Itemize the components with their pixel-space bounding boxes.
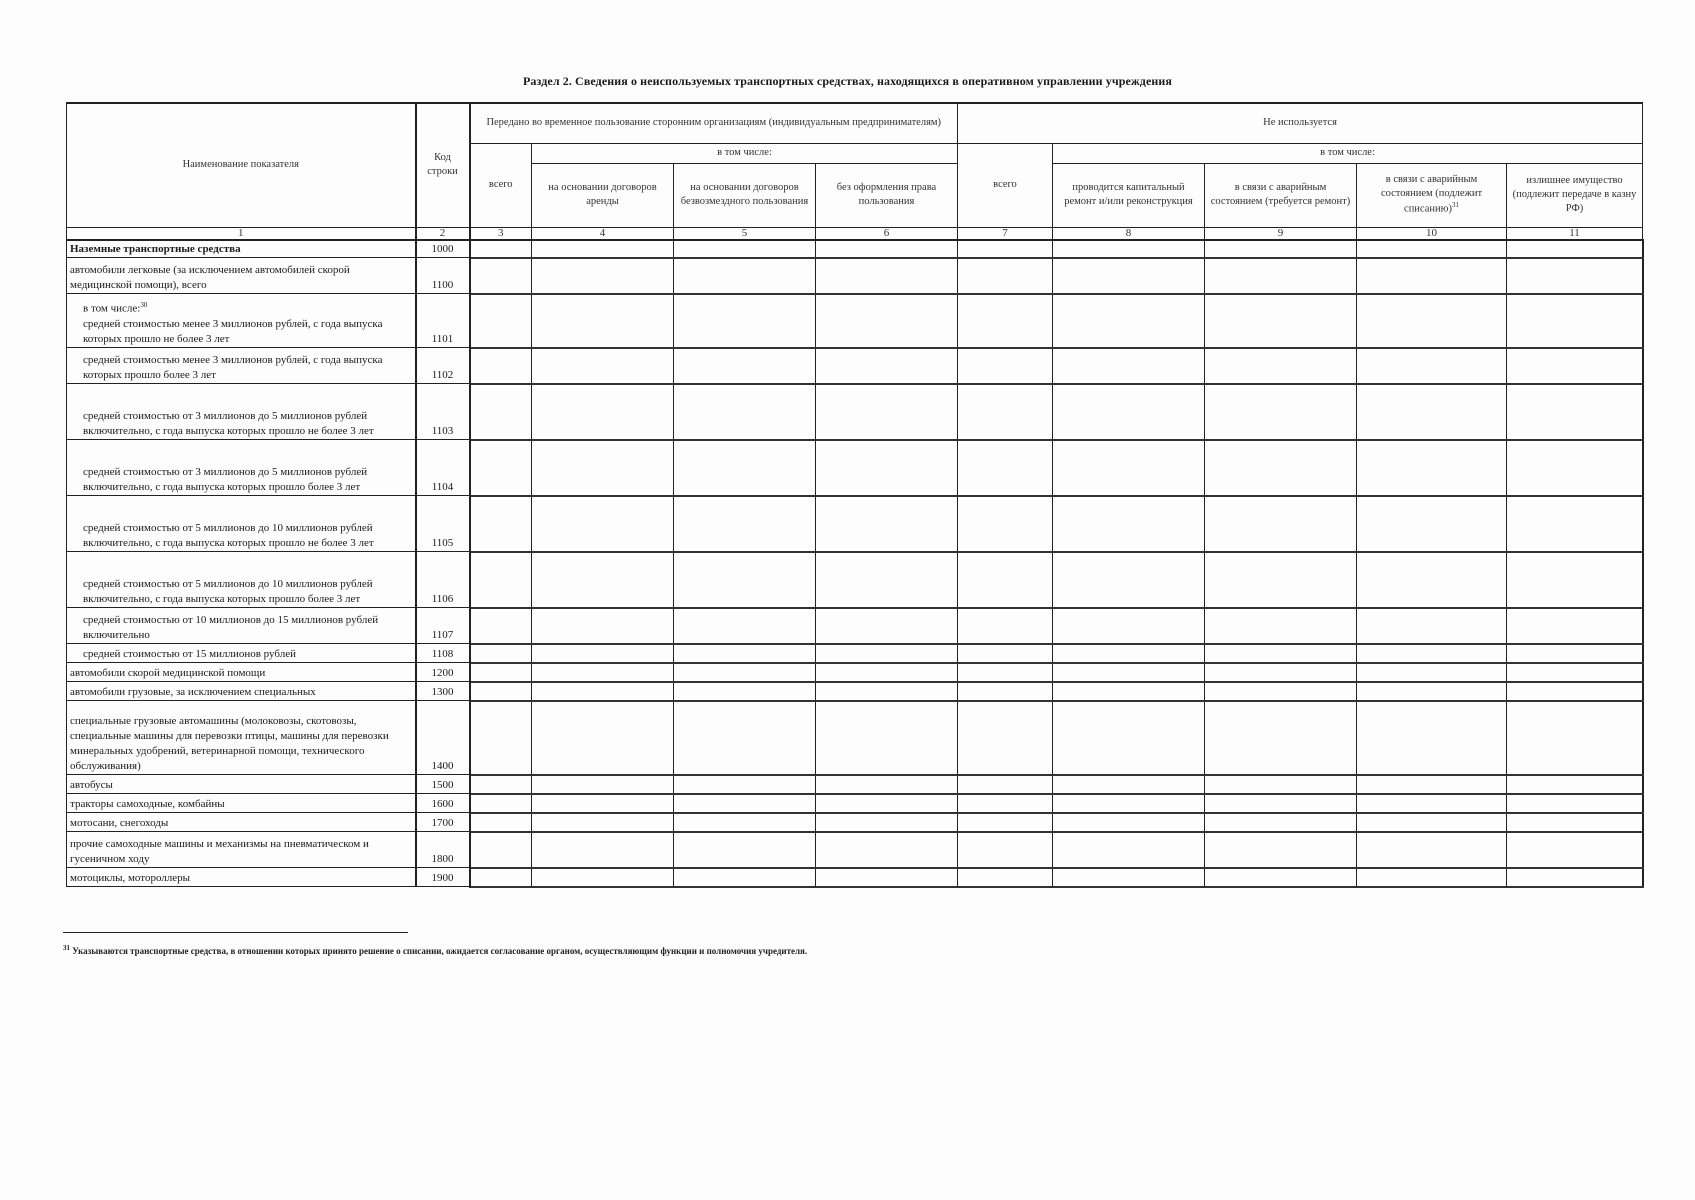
- header-unused-including: в том числе:: [1053, 143, 1643, 163]
- row-label-text: средней стоимостью менее 3 миллионов рублей, с года выпуска которых прошло более 3 лет: [83, 353, 383, 381]
- footnote-text: Указываются транспортные средства, в отношении которых принято решение о списании, ожидается согласование органом, осуществляющим функции и полномочия учредителя.: [72, 946, 808, 956]
- header-unused-group: Не используется: [958, 103, 1643, 143]
- value-cell-col-6[interactable]: [816, 384, 958, 440]
- value-cell-col-7[interactable]: [958, 258, 1053, 294]
- table-row: [67, 663, 1643, 682]
- value-cell-col-10[interactable]: [1357, 294, 1507, 348]
- value-cell-col-9[interactable]: [1205, 868, 1357, 887]
- value-cell-col-11[interactable]: [1507, 663, 1643, 682]
- row-label-text: средней стоимостью от 5 миллионов до 10 миллионов рублей включительно, с года выпуска которых прошло более 3 лет: [83, 577, 373, 605]
- row-label: [67, 663, 416, 682]
- value-cell-col-6[interactable]: [816, 552, 958, 608]
- value-cell-col-5[interactable]: [674, 294, 816, 348]
- table-row: [67, 701, 1643, 775]
- row-label-text: мотоциклы, мотороллеры: [70, 871, 191, 884]
- table-row: [67, 440, 1643, 496]
- table-row: [67, 775, 1643, 794]
- header-free-use: на основании договоров безвозмездного пользования: [674, 163, 816, 227]
- value-cell-col-11[interactable]: [1507, 644, 1643, 663]
- row-label: [67, 258, 416, 294]
- row-label: [67, 868, 416, 887]
- value-cell-col-8[interactable]: [1053, 608, 1205, 644]
- value-cell-col-4[interactable]: [532, 775, 674, 794]
- value-cell-col-11[interactable]: [1507, 832, 1643, 868]
- row-code: 1102: [416, 348, 470, 384]
- value-cell-col-5[interactable]: [674, 258, 816, 294]
- row-label: [67, 440, 416, 496]
- col-number: 3: [470, 227, 532, 240]
- value-cell-col-4[interactable]: [532, 868, 674, 887]
- value-cell-col-5[interactable]: [674, 813, 816, 832]
- value-cell-col-6[interactable]: [816, 868, 958, 887]
- value-cell-col-4[interactable]: [532, 552, 674, 608]
- value-cell-col-10[interactable]: [1357, 701, 1507, 775]
- value-cell-col-6[interactable]: [816, 240, 958, 258]
- value-cell-col-7[interactable]: [958, 644, 1053, 663]
- value-cell-col-6[interactable]: [816, 682, 958, 701]
- value-cell-col-8[interactable]: [1053, 294, 1205, 348]
- row-label-text: автомобили грузовые, за исключением специальных: [70, 685, 316, 698]
- value-cell-col-10[interactable]: [1357, 440, 1507, 496]
- value-cell-col-3[interactable]: [470, 440, 532, 496]
- col-number: 9: [1205, 227, 1357, 240]
- value-cell-col-10[interactable]: [1357, 794, 1507, 813]
- value-cell-col-8[interactable]: [1053, 348, 1205, 384]
- col-number: 8: [1053, 227, 1205, 240]
- header-emergency-writeoff-text: в связи с аварийным состоянием (подлежит списанию): [1380, 173, 1483, 215]
- row-label-text: специальные грузовые автомашины (молоковозы, скотовозы, специальные машины для перевозки птицы, машины для перевозки минеральных удобрений, ветеринарной помощи, технического обслуживания): [70, 714, 389, 772]
- row-code: 1600: [416, 794, 470, 813]
- table-row: [67, 868, 1643, 887]
- value-cell-col-8[interactable]: [1053, 240, 1205, 258]
- row-label: [67, 294, 416, 348]
- value-cell-col-9[interactable]: [1205, 813, 1357, 832]
- value-cell-col-10[interactable]: [1357, 868, 1507, 887]
- unused-vehicles-table: [66, 102, 1644, 888]
- header-no-right: без оформления права пользования: [816, 163, 958, 227]
- value-cell-col-4[interactable]: [532, 258, 674, 294]
- value-cell-col-7[interactable]: [958, 663, 1053, 682]
- value-cell-col-9[interactable]: [1205, 496, 1357, 552]
- value-cell-col-10[interactable]: [1357, 663, 1507, 682]
- value-cell-col-3[interactable]: [470, 682, 532, 701]
- value-cell-col-9[interactable]: [1205, 682, 1357, 701]
- row-code: 1500: [416, 775, 470, 794]
- col-number: 5: [674, 227, 816, 240]
- header-capital-repair: проводится капитальный ремонт и/или реконструкция: [1053, 163, 1205, 227]
- row-code: 1106: [416, 552, 470, 608]
- row-label-text: в том числе:: [83, 302, 141, 315]
- value-cell-col-7[interactable]: [958, 832, 1053, 868]
- value-cell-col-7[interactable]: [958, 794, 1053, 813]
- header-transferred-group: Передано во временное пользование сторонним организациям (индивидуальным предпринимателям): [470, 103, 958, 143]
- value-cell-col-3[interactable]: [470, 644, 532, 663]
- value-cell-col-9[interactable]: [1205, 794, 1357, 813]
- footnote-ref-31: 31: [1451, 201, 1459, 210]
- col-number: 7: [958, 227, 1053, 240]
- row-label: [67, 701, 416, 775]
- value-cell-col-9[interactable]: [1205, 384, 1357, 440]
- value-cell-col-8[interactable]: [1053, 775, 1205, 794]
- value-cell-col-6[interactable]: [816, 496, 958, 552]
- value-cell-col-3[interactable]: [470, 384, 532, 440]
- row-code: 1800: [416, 832, 470, 868]
- value-cell-col-10[interactable]: [1357, 384, 1507, 440]
- row-label-text: прочие самоходные машины и механизмы на пневматическом и гусеничном ходу: [70, 837, 369, 865]
- value-cell-col-4[interactable]: [532, 794, 674, 813]
- table-row: [67, 240, 1643, 258]
- value-cell-col-4[interactable]: [532, 496, 674, 552]
- value-cell-col-7[interactable]: [958, 348, 1053, 384]
- footnote-ref-30: 30: [140, 301, 148, 310]
- value-cell-col-5[interactable]: [674, 496, 816, 552]
- value-cell-col-7[interactable]: [958, 682, 1053, 701]
- value-cell-col-5[interactable]: [674, 701, 816, 775]
- row-code: 1200: [416, 663, 470, 682]
- value-cell-col-9[interactable]: [1205, 644, 1357, 663]
- value-cell-col-8[interactable]: [1053, 440, 1205, 496]
- row-label-text: автомобили легковые (за исключением автомобилей скорой медицинской помощи), всего: [70, 263, 350, 291]
- value-cell-col-6[interactable]: [816, 775, 958, 794]
- value-cell-col-5[interactable]: [674, 682, 816, 701]
- value-cell-col-9[interactable]: [1205, 663, 1357, 682]
- value-cell-col-7[interactable]: [958, 440, 1053, 496]
- value-cell-col-8[interactable]: [1053, 794, 1205, 813]
- table-row: [67, 644, 1643, 663]
- value-cell-col-8[interactable]: [1053, 868, 1205, 887]
- value-cell-col-10[interactable]: [1357, 813, 1507, 832]
- table-row: [67, 813, 1643, 832]
- col-number: 2: [416, 227, 470, 240]
- value-cell-col-8[interactable]: [1053, 384, 1205, 440]
- value-cell-col-3[interactable]: [470, 496, 532, 552]
- value-cell-col-4[interactable]: [532, 348, 674, 384]
- header-row-code: Код строки: [416, 103, 470, 227]
- value-cell-col-10[interactable]: [1357, 240, 1507, 258]
- value-cell-col-8[interactable]: [1053, 813, 1205, 832]
- value-cell-col-10[interactable]: [1357, 832, 1507, 868]
- value-cell-col-6[interactable]: [816, 663, 958, 682]
- value-cell-col-11[interactable]: [1507, 384, 1643, 440]
- value-cell-col-11[interactable]: [1507, 701, 1643, 775]
- row-code: 1900: [416, 868, 470, 887]
- footnote: [63, 944, 807, 956]
- value-cell-col-11[interactable]: [1507, 682, 1643, 701]
- row-label: [67, 552, 416, 608]
- value-cell-col-7[interactable]: [958, 868, 1053, 887]
- row-label: [67, 496, 416, 552]
- value-cell-col-8[interactable]: [1053, 701, 1205, 775]
- header-transferred-total: всего: [470, 143, 532, 227]
- value-cell-col-11[interactable]: [1507, 775, 1643, 794]
- value-cell-col-5[interactable]: [674, 552, 816, 608]
- value-cell-col-8[interactable]: [1053, 832, 1205, 868]
- value-cell-col-11[interactable]: [1507, 496, 1643, 552]
- row-label-text: средней стоимостью от 15 миллионов рублей: [83, 647, 296, 660]
- value-cell-col-7[interactable]: [958, 608, 1053, 644]
- header-emergency-writeoff: [1357, 163, 1507, 227]
- value-cell-col-7[interactable]: [958, 701, 1053, 775]
- header-surplus: излишнее имущество (подлежит передаче в казну РФ): [1507, 163, 1643, 227]
- value-cell-col-3[interactable]: [470, 868, 532, 887]
- value-cell-col-3[interactable]: [470, 608, 532, 644]
- row-label: [67, 644, 416, 663]
- row-label-text: тракторы самоходные, комбайны: [70, 797, 225, 810]
- value-cell-col-8[interactable]: [1053, 682, 1205, 701]
- value-cell-col-3[interactable]: [470, 701, 532, 775]
- value-cell-col-6[interactable]: [816, 644, 958, 663]
- value-cell-col-11[interactable]: [1507, 552, 1643, 608]
- row-code: 1107: [416, 608, 470, 644]
- table-row: [67, 608, 1643, 644]
- value-cell-col-10[interactable]: [1357, 682, 1507, 701]
- value-cell-col-9[interactable]: [1205, 701, 1357, 775]
- value-cell-col-9[interactable]: [1205, 775, 1357, 794]
- row-label: [67, 794, 416, 813]
- col-number: 10: [1357, 227, 1507, 240]
- col-number: 1: [67, 227, 416, 240]
- value-cell-col-10[interactable]: [1357, 496, 1507, 552]
- value-cell-col-10[interactable]: [1357, 552, 1507, 608]
- row-label: [67, 240, 416, 258]
- row-label-text: средней стоимостью от 5 миллионов до 10 миллионов рублей включительно, с года выпуска которых прошло не более 3 лет: [83, 521, 374, 549]
- value-cell-col-5[interactable]: [674, 663, 816, 682]
- header-emergency-repair: в связи с аварийным состоянием (требуется ремонт): [1205, 163, 1357, 227]
- value-cell-col-3[interactable]: [470, 258, 532, 294]
- value-cell-col-4[interactable]: [532, 294, 674, 348]
- value-cell-col-5[interactable]: [674, 608, 816, 644]
- value-cell-col-4[interactable]: [532, 440, 674, 496]
- value-cell-col-10[interactable]: [1357, 775, 1507, 794]
- value-cell-col-7[interactable]: [958, 552, 1053, 608]
- row-label: [67, 348, 416, 384]
- value-cell-col-8[interactable]: [1053, 663, 1205, 682]
- value-cell-col-5[interactable]: [674, 794, 816, 813]
- section-title: Раздел 2. Сведения о неиспользуемых транспортных средствах, находящихся в оперативном управлении учреждения: [522, 74, 1172, 88]
- row-label-text: средней стоимостью от 3 миллионов до 5 миллионов рублей включительно, с года выпуска которых прошло более 3 лет: [83, 465, 368, 493]
- value-cell-col-3[interactable]: [470, 240, 532, 258]
- value-cell-col-4[interactable]: [532, 240, 674, 258]
- value-cell-col-8[interactable]: [1053, 552, 1205, 608]
- value-cell-col-5[interactable]: [674, 832, 816, 868]
- value-cell-col-5[interactable]: [674, 644, 816, 663]
- value-cell-col-11[interactable]: [1507, 794, 1643, 813]
- value-cell-col-11[interactable]: [1507, 348, 1643, 384]
- table-row: [67, 496, 1643, 552]
- value-cell-col-5[interactable]: [674, 775, 816, 794]
- header-indicator-name: Наименование показателя: [67, 103, 416, 227]
- row-label-text: автомобили скорой медицинской помощи: [70, 666, 266, 679]
- table-row: [67, 384, 1643, 440]
- header-transferred-including: в том числе:: [532, 143, 958, 163]
- table-row: [67, 552, 1643, 608]
- value-cell-col-4[interactable]: [532, 663, 674, 682]
- value-cell-col-4[interactable]: [532, 644, 674, 663]
- value-cell-col-7[interactable]: [958, 496, 1053, 552]
- row-code: 1103: [416, 384, 470, 440]
- row-code: 1000: [416, 240, 470, 258]
- table-body: [67, 240, 1643, 887]
- value-cell-col-7[interactable]: [958, 294, 1053, 348]
- value-cell-col-7[interactable]: [958, 384, 1053, 440]
- row-code: 1700: [416, 813, 470, 832]
- value-cell-col-3[interactable]: [470, 294, 532, 348]
- value-cell-col-11[interactable]: [1507, 868, 1643, 887]
- row-code: 1100: [416, 258, 470, 294]
- row-label-text: средней стоимостью менее 3 миллионов рублей, с года выпуска которых прошло не более 3 лет: [83, 317, 383, 345]
- row-label-text: Наземные транспортные средства: [70, 242, 241, 255]
- value-cell-col-6[interactable]: [816, 440, 958, 496]
- row-label-text: средней стоимостью от 3 миллионов до 5 миллионов рублей включительно, с года выпуска которых прошло не более 3 лет: [83, 409, 374, 437]
- header-lease: на основании договоров аренды: [532, 163, 674, 227]
- row-label: [67, 832, 416, 868]
- value-cell-col-7[interactable]: [958, 775, 1053, 794]
- header-unused-total: всего: [958, 143, 1053, 227]
- row-label: [67, 682, 416, 701]
- value-cell-col-3[interactable]: [470, 813, 532, 832]
- value-cell-col-6[interactable]: [816, 701, 958, 775]
- value-cell-col-6[interactable]: [816, 294, 958, 348]
- value-cell-col-11[interactable]: [1507, 240, 1643, 258]
- value-cell-col-6[interactable]: [816, 348, 958, 384]
- value-cell-col-11[interactable]: [1507, 440, 1643, 496]
- value-cell-col-4[interactable]: [532, 384, 674, 440]
- value-cell-col-11[interactable]: [1507, 258, 1643, 294]
- footnote-marker: 31: [63, 944, 70, 952]
- value-cell-col-6[interactable]: [816, 258, 958, 294]
- value-cell-col-9[interactable]: [1205, 348, 1357, 384]
- row-label-text: мотосани, снегоходы: [70, 816, 169, 829]
- value-cell-col-4[interactable]: [532, 608, 674, 644]
- value-cell-col-8[interactable]: [1053, 258, 1205, 294]
- value-cell-col-5[interactable]: [674, 440, 816, 496]
- row-code: 1101: [416, 294, 470, 348]
- footnote-divider: [63, 932, 408, 933]
- row-code: 1104: [416, 440, 470, 496]
- row-label: [67, 608, 416, 644]
- value-cell-col-3[interactable]: [470, 832, 532, 868]
- value-cell-col-8[interactable]: [1053, 644, 1205, 663]
- value-cell-col-9[interactable]: [1205, 552, 1357, 608]
- value-cell-col-9[interactable]: [1205, 608, 1357, 644]
- value-cell-col-4[interactable]: [532, 813, 674, 832]
- col-number: 11: [1507, 227, 1643, 240]
- value-cell-col-3[interactable]: [470, 552, 532, 608]
- value-cell-col-4[interactable]: [532, 682, 674, 701]
- value-cell-col-3[interactable]: [470, 663, 532, 682]
- value-cell-col-10[interactable]: [1357, 348, 1507, 384]
- value-cell-col-9[interactable]: [1205, 240, 1357, 258]
- table-row: [67, 294, 1643, 348]
- value-cell-col-11[interactable]: [1507, 813, 1643, 832]
- row-code: 1105: [416, 496, 470, 552]
- value-cell-col-6[interactable]: [816, 813, 958, 832]
- value-cell-col-10[interactable]: [1357, 644, 1507, 663]
- value-cell-col-5[interactable]: [674, 384, 816, 440]
- table-row: [67, 258, 1643, 294]
- value-cell-col-11[interactable]: [1507, 294, 1643, 348]
- col-number: 4: [532, 227, 674, 240]
- value-cell-col-7[interactable]: [958, 240, 1053, 258]
- row-label-text: автобусы: [70, 778, 113, 791]
- row-label-text: средней стоимостью от 10 миллионов до 15 миллионов рублей включительно: [83, 613, 379, 641]
- value-cell-col-9[interactable]: [1205, 258, 1357, 294]
- value-cell-col-9[interactable]: [1205, 294, 1357, 348]
- row-label: [67, 384, 416, 440]
- value-cell-col-5[interactable]: [674, 240, 816, 258]
- row-label: [67, 813, 416, 832]
- row-code: 1300: [416, 682, 470, 701]
- value-cell-col-3[interactable]: [470, 775, 532, 794]
- value-cell-col-9[interactable]: [1205, 440, 1357, 496]
- value-cell-col-5[interactable]: [674, 348, 816, 384]
- row-code: 1108: [416, 644, 470, 663]
- table-row: [67, 682, 1643, 701]
- value-cell-col-4[interactable]: [532, 701, 674, 775]
- value-cell-col-6[interactable]: [816, 794, 958, 813]
- value-cell-col-6[interactable]: [816, 608, 958, 644]
- row-code: 1400: [416, 701, 470, 775]
- value-cell-col-5[interactable]: [674, 868, 816, 887]
- value-cell-col-7[interactable]: [958, 813, 1053, 832]
- table-row: [67, 832, 1643, 868]
- value-cell-col-10[interactable]: [1357, 608, 1507, 644]
- value-cell-col-8[interactable]: [1053, 496, 1205, 552]
- value-cell-col-9[interactable]: [1205, 832, 1357, 868]
- value-cell-col-11[interactable]: [1507, 608, 1643, 644]
- row-label: [67, 775, 416, 794]
- value-cell-col-3[interactable]: [470, 348, 532, 384]
- table-row: [67, 794, 1643, 813]
- value-cell-col-3[interactable]: [470, 794, 532, 813]
- col-number: 6: [816, 227, 958, 240]
- value-cell-col-4[interactable]: [532, 832, 674, 868]
- value-cell-col-10[interactable]: [1357, 258, 1507, 294]
- value-cell-col-6[interactable]: [816, 832, 958, 868]
- table-row: [67, 348, 1643, 384]
